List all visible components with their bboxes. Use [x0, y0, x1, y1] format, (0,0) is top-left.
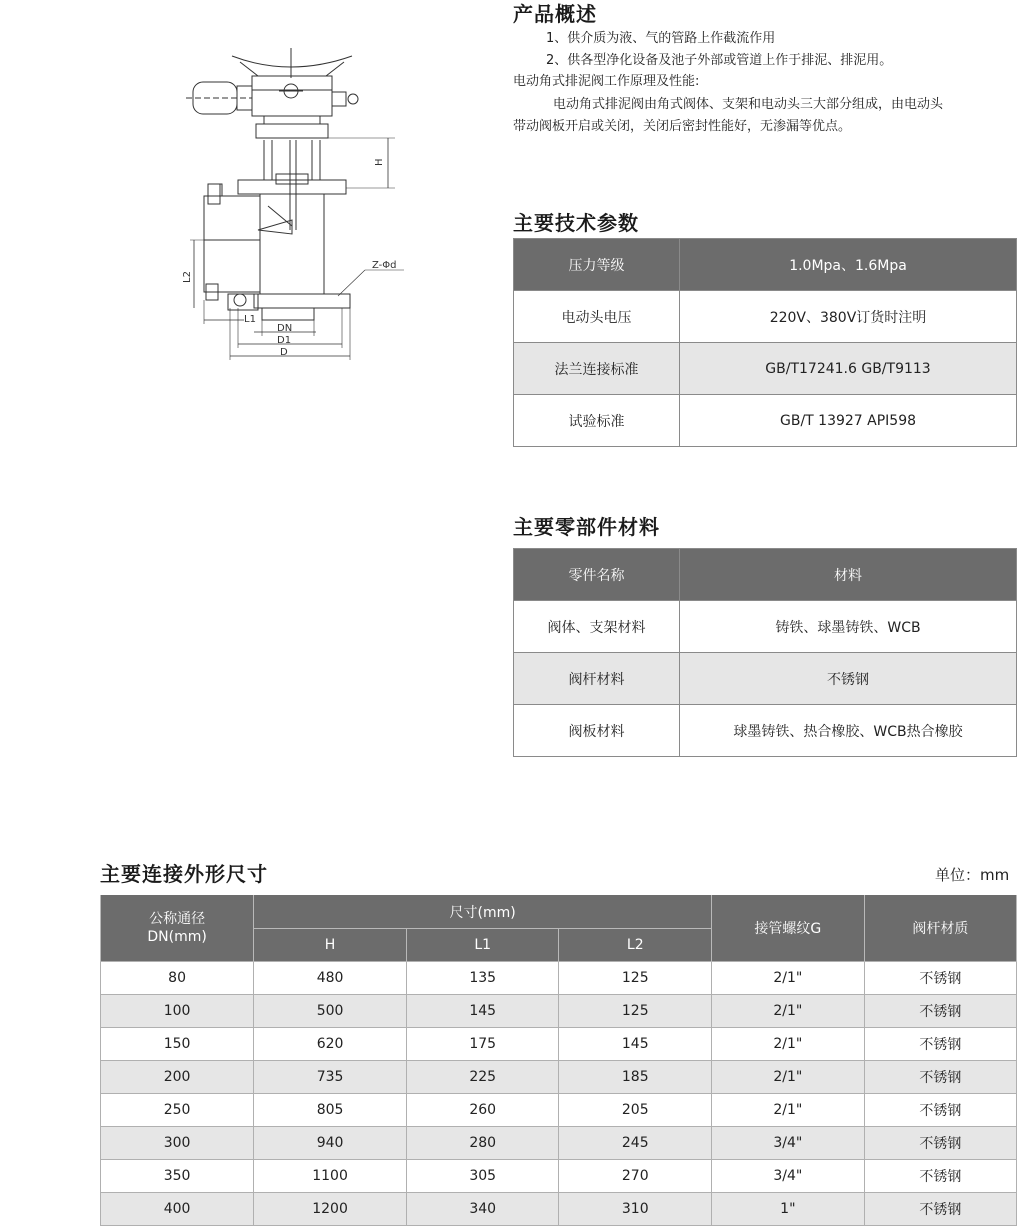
- cell-l2: 205: [559, 1094, 712, 1127]
- table-row: [101, 962, 1017, 995]
- cell-stem: 不锈钢: [864, 1028, 1016, 1061]
- overview-subheading: 电动角式排泥阀工作原理及性能:: [513, 74, 700, 89]
- cell-stem: 不锈钢: [864, 1193, 1016, 1226]
- cell-h: 480: [254, 962, 407, 995]
- materials-part: 阀杆材料: [514, 653, 680, 705]
- table-row: [101, 1193, 1017, 1226]
- cell-g: 2/1": [712, 995, 865, 1028]
- handwheel: [232, 56, 352, 67]
- cell-stem: 不锈钢: [864, 1094, 1016, 1127]
- tech-value: GB/T 13927 API598: [680, 395, 1017, 447]
- cell-l1: 145: [406, 995, 559, 1028]
- cell-stem: 不锈钢: [864, 995, 1016, 1028]
- cell-dn: 350: [101, 1160, 254, 1193]
- materials-row: [514, 653, 1017, 705]
- header-dn-line2: DN(mm): [147, 929, 207, 945]
- materials-part: 阀板材料: [514, 705, 680, 757]
- cell-l2: 125: [559, 962, 712, 995]
- tech-label: 法兰连接标准: [514, 343, 680, 395]
- label-H: H: [374, 158, 385, 166]
- label-L1: L1: [244, 314, 256, 325]
- tech-row: [514, 395, 1017, 447]
- materials-row: [514, 705, 1017, 757]
- cell-h: 940: [254, 1127, 407, 1160]
- tech-title: 主要技术参数: [513, 211, 639, 235]
- cell-g: 2/1": [712, 962, 865, 995]
- header-l1: L1: [406, 929, 559, 962]
- materials-title: 主要零部件材料: [513, 515, 660, 539]
- tech-label: 电动头电压: [514, 291, 680, 343]
- cell-dn: 150: [101, 1028, 254, 1061]
- header-l2: L2: [559, 929, 712, 962]
- cell-h: 1200: [254, 1193, 407, 1226]
- materials-header-material: 材料: [680, 549, 1017, 601]
- header-dn: [101, 895, 254, 962]
- cell-l2: 125: [559, 995, 712, 1028]
- cell-dn: 200: [101, 1061, 254, 1094]
- materials-material: 不锈钢: [680, 653, 1017, 705]
- cell-l2: 310: [559, 1193, 712, 1226]
- overview-title: 产品概述: [513, 2, 597, 26]
- dimensions-title: 主要连接外形尺寸: [100, 862, 268, 886]
- table-row: [101, 995, 1017, 1028]
- dimensions-header-row: [101, 895, 1017, 929]
- label-D1: D1: [277, 335, 292, 346]
- tech-row: [514, 343, 1017, 395]
- cell-l1: 340: [406, 1193, 559, 1226]
- cell-h: 805: [254, 1094, 407, 1127]
- label-DN: DN: [277, 323, 293, 334]
- dimensions-table: [100, 895, 1017, 1226]
- cell-g: 2/1": [712, 1094, 865, 1127]
- cell-l2: 245: [559, 1127, 712, 1160]
- label-Z: Z-Φd: [372, 260, 397, 271]
- cell-h: 620: [254, 1028, 407, 1061]
- cell-g: 2/1": [712, 1061, 865, 1094]
- cell-stem: 不锈钢: [864, 1160, 1016, 1193]
- label-L2: L2: [182, 271, 193, 283]
- label-D: D: [280, 347, 288, 358]
- tech-row: [514, 291, 1017, 343]
- cell-dn: 250: [101, 1094, 254, 1127]
- materials-header-row: [514, 549, 1017, 601]
- tech-label: 试验标准: [514, 395, 680, 447]
- overview-line-1: 1、供介质为液、气的管路上作截流作用: [546, 31, 776, 46]
- cell-l1: 280: [406, 1127, 559, 1160]
- materials-header-name: 零件名称: [514, 549, 680, 601]
- cell-l1: 135: [406, 962, 559, 995]
- cell-l1: 225: [406, 1061, 559, 1094]
- tech-value: GB/T17241.6 GB/T9113: [680, 343, 1017, 395]
- table-row: [101, 1094, 1017, 1127]
- valve-body: [260, 194, 324, 294]
- materials-table: [513, 548, 1017, 757]
- overview-para-line-2: 带动阀板开启或关闭，关闭后密封性能好，无渗漏等优点。: [513, 119, 852, 134]
- cell-dn: 100: [101, 995, 254, 1028]
- header-dn-line1: 公称通径: [149, 911, 206, 927]
- unit-label: 单位：mm: [935, 866, 1010, 884]
- cell-dn: 300: [101, 1127, 254, 1160]
- cell-dn: 400: [101, 1193, 254, 1226]
- materials-row: [514, 601, 1017, 653]
- cell-h: 1100: [254, 1160, 407, 1193]
- valve-drawing: [170, 40, 430, 380]
- tech-value: 1.0Mpa、1.6Mpa: [680, 239, 1017, 291]
- table-row: [101, 1061, 1017, 1094]
- header-stem: 阀杆材质: [864, 895, 1016, 962]
- cell-g: 1": [712, 1193, 865, 1226]
- materials-material: 铸铁、球墨铸铁、WCB: [680, 601, 1017, 653]
- header-h: H: [254, 929, 407, 962]
- cell-g: 3/4": [712, 1127, 865, 1160]
- tech-row: [514, 239, 1017, 291]
- cell-l2: 270: [559, 1160, 712, 1193]
- header-thread: 接管螺纹G: [712, 895, 865, 962]
- header-size: 尺寸(mm): [254, 895, 712, 929]
- bottom-flange: [254, 294, 350, 308]
- table-row: [101, 1160, 1017, 1193]
- cell-stem: 不锈钢: [864, 962, 1016, 995]
- tech-table: [513, 238, 1017, 447]
- table-row: [101, 1028, 1017, 1061]
- overview-para-line-1: 电动角式排泥阀由角式阀体、支架和电动头三大部分组成，由电动头: [553, 97, 944, 112]
- overview-line-2: 2、供各型净化设备及池子外部或管道上作于排泥、排泥用。: [546, 53, 893, 68]
- cell-l2: 185: [559, 1061, 712, 1094]
- cell-l2: 145: [559, 1028, 712, 1061]
- cell-l1: 305: [406, 1160, 559, 1193]
- materials-material: 球墨铸铁、热合橡胶、WCB热合橡胶: [680, 705, 1017, 757]
- cell-h: 735: [254, 1061, 407, 1094]
- cell-dn: 80: [101, 962, 254, 995]
- tech-label: 压力等级: [514, 239, 680, 291]
- cell-stem: 不锈钢: [864, 1127, 1016, 1160]
- tech-value: 220V、380V订货时注明: [680, 291, 1017, 343]
- cell-h: 500: [254, 995, 407, 1028]
- cell-l1: 260: [406, 1094, 559, 1127]
- actuator-body: [252, 76, 332, 116]
- cell-stem: 不锈钢: [864, 1061, 1016, 1094]
- cell-l1: 175: [406, 1028, 559, 1061]
- materials-part: 阀体、支架材料: [514, 601, 680, 653]
- table-row: [101, 1127, 1017, 1160]
- top-flange: [238, 180, 346, 194]
- cell-g: 3/4": [712, 1160, 865, 1193]
- cell-g: 2/1": [712, 1028, 865, 1061]
